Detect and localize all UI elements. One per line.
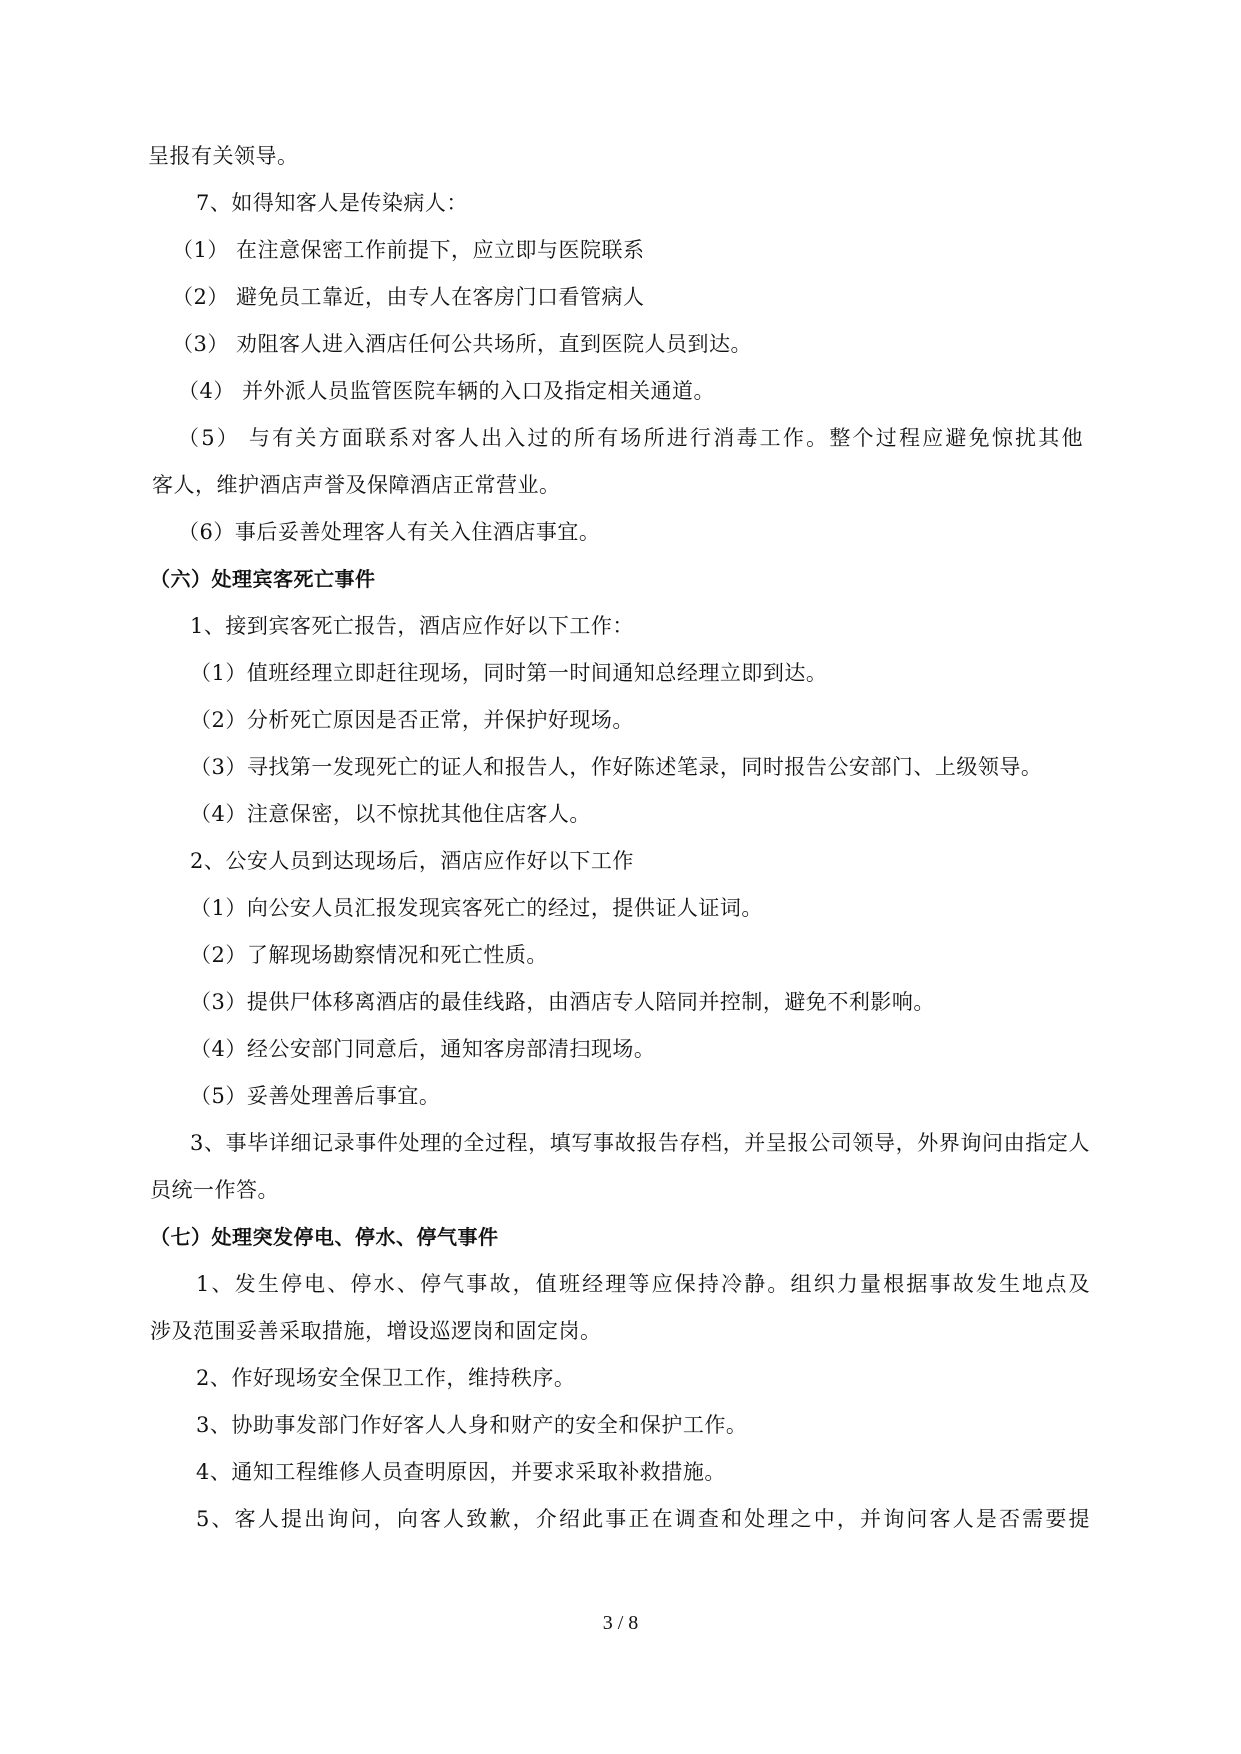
text-line: （2）分析死亡原因是否正常，并保护好现场。 xyxy=(190,708,634,732)
text-line: （4）注意保密，以不惊扰其他住店客人。 xyxy=(190,802,591,826)
text-line: （4）经公安部门同意后，通知客房部清扫现场。 xyxy=(190,1037,656,1061)
text-line: 1、接到宾客死亡报告，酒店应作好以下工作： xyxy=(190,614,634,638)
section-heading: （六）处理宾客死亡事件 xyxy=(150,567,376,591)
text-line: （2） 避免员工靠近，由专人在客房门口看管病人 xyxy=(172,285,645,309)
text-line: （3）寻找第一发现死亡的证人和报告人，作好陈述笔录，同时报告公安部门、上级领导。 xyxy=(190,755,1043,779)
text-line: （1）值班经理立即赶往现场，同时第一时间通知总经理立即到达。 xyxy=(190,661,828,685)
text-line: 2、作好现场安全保卫工作，维持秩序。 xyxy=(196,1366,576,1390)
page-number: 3 / 8 xyxy=(602,1612,639,1634)
text-line: （4） 并外派人员监管医院车辆的入口及指定相关通道。 xyxy=(178,379,716,403)
text-line: （5）妥善处理善后事宜。 xyxy=(190,1084,441,1108)
text-line: （3）提供尸体移离酒店的最佳线路，由酒店专人陪同并控制，避免不利影响。 xyxy=(190,990,935,1014)
text-line: 涉及范围妥善采取措施，增设巡逻岗和固定岗。 xyxy=(150,1319,602,1343)
text-line: 4、通知工程维修人员查明原因，并要求采取补救措施。 xyxy=(196,1460,726,1484)
text-line: 呈报有关领导。 xyxy=(148,144,299,168)
text-line: （6）事后妥善处理客人有关入住酒店事宜。 xyxy=(178,520,601,544)
text-line: 客人，维护酒店声誉及保障酒店正常营业。 xyxy=(152,473,561,497)
text-line: 7、如得知客人是传染病人： xyxy=(196,191,468,215)
text-line: （1） 在注意保密工作前提下，应立即与医院联系 xyxy=(172,238,645,262)
text-line: 2、公安人员到达现场后，酒店应作好以下工作 xyxy=(190,849,634,873)
text-line: （3） 劝阻客人进入酒店任何公共场所，直到医院人员到达。 xyxy=(172,332,753,356)
text-line: （2）了解现场勘察情况和死亡性质。 xyxy=(190,943,548,967)
text-line: 1、发生停电、停水、停气事故，值班经理等应保持冷静。组织力量根据事故发生地点及 xyxy=(196,1272,1090,1296)
text-line: （1）向公安人员汇报发现宾客死亡的经过，提供证人证词。 xyxy=(190,896,763,920)
section-heading: （七）处理突发停电、停水、停气事件 xyxy=(150,1225,499,1249)
text-line: 5、客人提出询问，向客人致歉，介绍此事正在调查和处理之中，并询问客人是否需要提 xyxy=(196,1507,1090,1531)
text-line: 3、协助事发部门作好客人人身和财产的安全和保护工作。 xyxy=(196,1413,748,1437)
text-line: 员统一作答。 xyxy=(150,1178,279,1202)
text-line: （5） 与有关方面联系对客人出入过的所有场所进行消毒工作。整个过程应避免惊扰其他 xyxy=(178,426,1083,450)
text-line: 3、事毕详细记录事件处理的全过程，填写事故报告存档，并呈报公司领导，外界询问由指定人 xyxy=(190,1131,1090,1155)
